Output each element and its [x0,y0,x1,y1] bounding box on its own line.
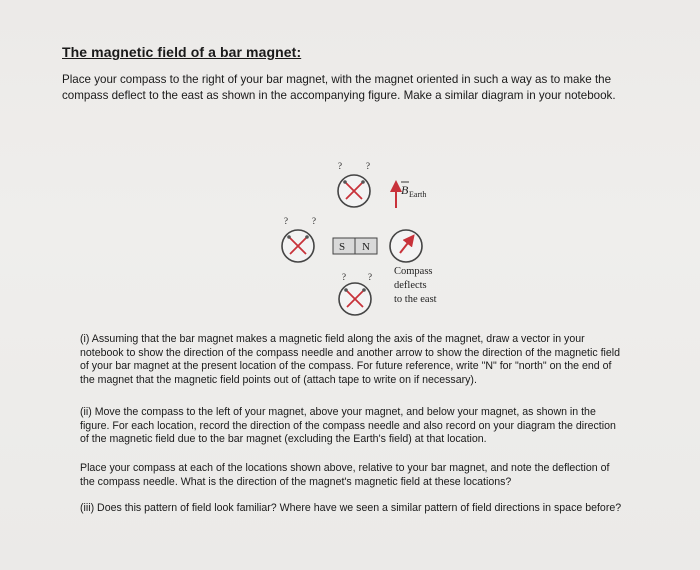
question-mark: ? [338,161,342,171]
intro-paragraph: Place your compass to the right of your bar magnet, with the magnet oriented in such a way as to make the compass deflect to the east as shown in the accompanying figure. Make a similar diagram in your notebook. [62,73,616,102]
question-4: (iii) Does this pattern of field look familiar? Where have we seen a similar pattern of field directions in space before? [80,502,622,514]
question-mark: ? [284,216,288,226]
question-2: (ii) Move the compass to the left of your magnet, above your magnet, and below your magnet, as shown in the figure. For each location, record the direction of the compass needle and also record on your diagram the direction of the magnetic field due to the bar magnet (excluding the Earth's field) at that location. [80,406,616,446]
question-mark: ? [366,161,370,171]
question-mark: ? [342,272,346,282]
compass-left [282,216,316,262]
compass-right [390,230,422,262]
magnet-north-label: N [362,241,370,253]
figure-caption [394,266,437,305]
caption-line: deflects [394,280,427,291]
caption-line: Compass [394,266,433,277]
b-symbol: B [401,183,409,197]
magnet-south-label: S [339,241,346,253]
compass-below [339,272,372,315]
b-subscript: Earth [409,190,427,199]
bar-magnet [333,238,377,254]
question-1: (i) Assuming that the bar magnet makes a magnetic field along the axis of the magnet, draw a vector in your notebook to show the direction of the compass needle and another arrow to show the direction of the magnetic field of your bar magnet at the present location of the compass. For future reference, write "N" for "north" on the end of the magnet that the magnetic field points out of (attach tape to write on if necessary). [80,333,621,386]
caption-line: to the east [394,294,437,305]
question-mark: ? [312,216,316,226]
question-mark: ? [368,272,372,282]
earth-field-arrow [396,182,426,208]
compass-above [338,161,370,207]
page-title: The magnetic field of a bar magnet: [62,44,302,60]
question-3: Place your compass at each of the locations shown above, relative to your bar magnet, and note the deflection of the compass needle. What is the direction of the magnet's magnetic field at these locations? [80,462,610,488]
